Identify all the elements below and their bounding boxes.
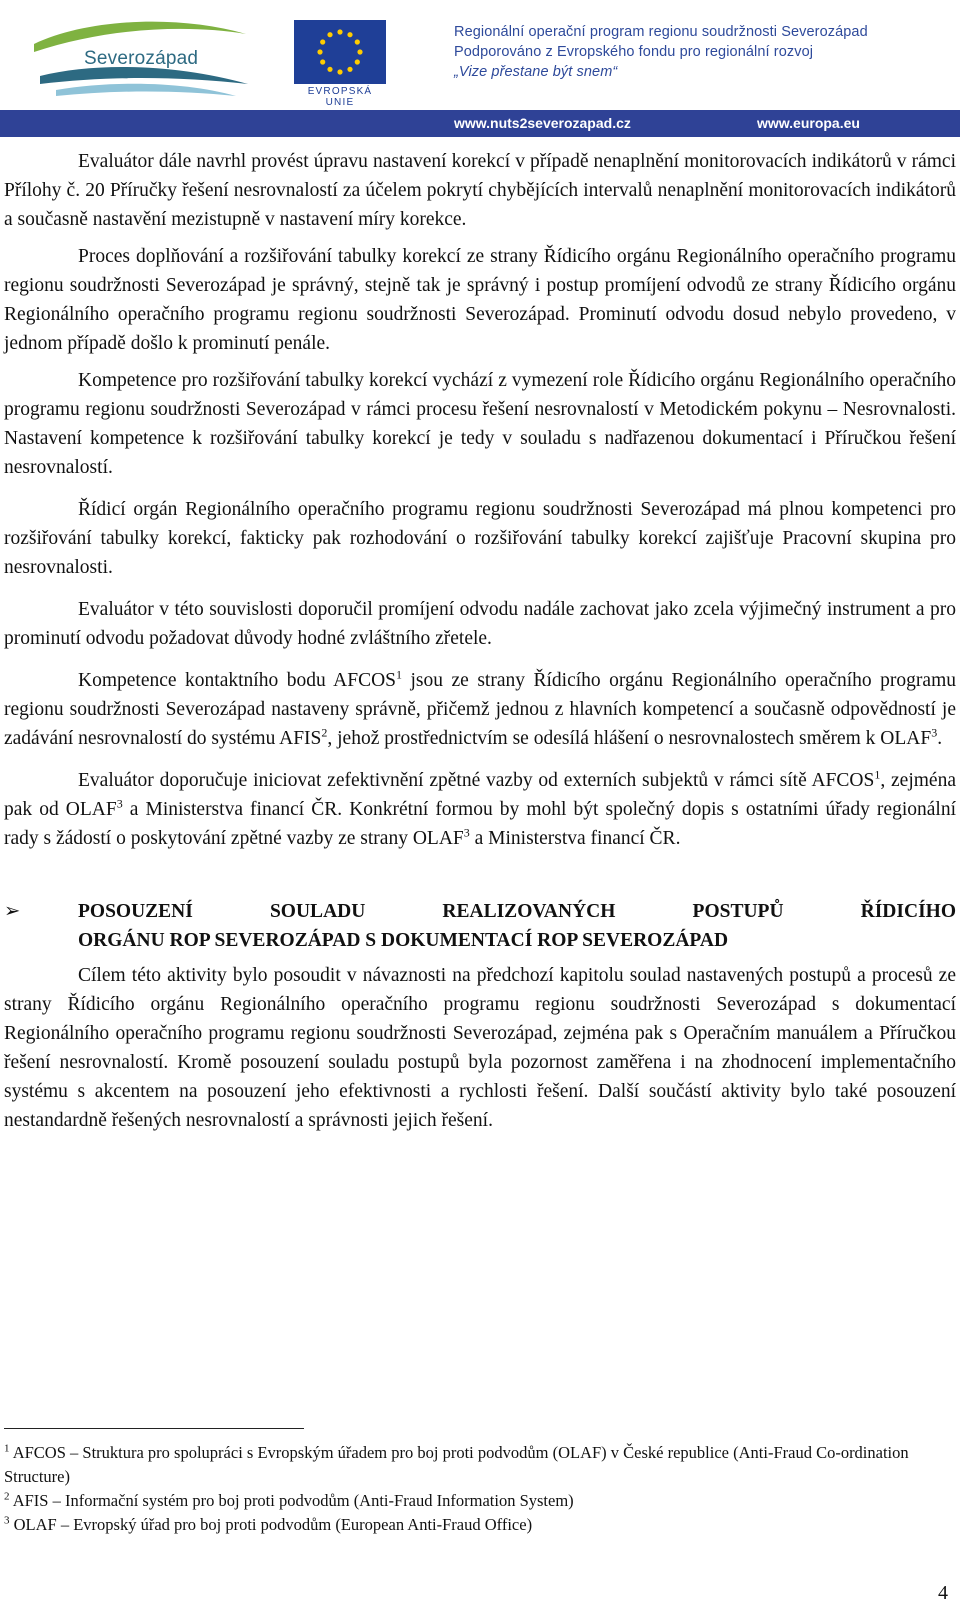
footnote-ref-3[interactable]: 3 [116, 796, 123, 811]
footnote-text: AFCOS – Struktura pro spolupráci s Evropským úřadem pro boj proti podvodům (OLAF) v České republice (Anti-Fraud Co-ordination Structure) [4, 1443, 909, 1486]
footnote-ref-1[interactable]: 1 [874, 767, 881, 782]
page-number: 4 [938, 1582, 948, 1604]
footnote-2 [4, 1489, 956, 1513]
program-title: Regionální operační program regionu soudržnosti Severozápad [454, 24, 868, 40]
program-funding: Podporováno z Evropského fondu pro regionální rozvoj [454, 44, 814, 60]
logo-text: Severozápad [84, 48, 199, 69]
section-body: Cílem této aktivity bylo posoudit v návaznosti na předchozí kapitolu soulad nastavených postupů a procesů ze strany Řídicího orgánu Regionálního operačního programu regionu soudržnosti Severozápad s dokumentací Regionálního operačního programu regionu soudržnosti Severozápad, zejména pak s Operačním manuálem a Příručkou řešení nesrovnalostí. Kromě posouzení souladu postupů byla pozornost zaměřena i na zhodnocení implementačního systému s akcentem na posouzení jeho efektivnosti a rychlosti řešení. Další součástí aktivity bylo také posouzení nestandardně řešených nesrovnalostí a správnosti jejich řešení. [4, 965, 956, 1131]
program-motto: „Vize přestane být snem“ [454, 64, 618, 80]
document-body [4, 147, 956, 1148]
footnote-1 [4, 1441, 956, 1489]
footnote-num: 2 [4, 1490, 10, 1503]
severozapad-logo [26, 14, 256, 104]
paragraph-1: Evaluátor dále navrhl provést úpravu nastavení korekcí v případě nenaplnění monitorovacích indikátorů v rámci Přílohy č. 20 Příručky řešení nesrovnalostí za účelem pokrytí chybějících intervalů nenaplnění monitorovacích indikátorů a současně nastavění mezistupně v nastavení míry korekce. [4, 151, 956, 230]
url-europa-link[interactable]: www.europa.eu [757, 115, 860, 131]
p7-text-c: a Ministerstva financí ČR. Konkrétní formou by mohl být společný dopis s ostatními úřady regionální rady s žádostí o poskytování zpětné vazby ze strany OLAF [4, 799, 956, 849]
page-header [0, 0, 960, 138]
footnote-ref-3[interactable]: 3 [463, 825, 470, 840]
p7-text-b: , zejména pak od OLAF [4, 770, 956, 820]
footnote-text: OLAF – Evropský úřad pro boj proti podvodům (European Anti-Fraud Office) [9, 1515, 533, 1534]
p6-text-a: Kompetence kontaktního bodu AFCOS [78, 670, 396, 691]
section-title-line-2: ORGÁNU ROP SEVEROZÁPAD S DOKUMENTACÍ ROP SEVEROZÁPAD [78, 930, 729, 951]
footnote-3 [4, 1513, 956, 1537]
footnote-text: AFIS – Informační systém pro boj proti podvodům (Anti-Fraud Information System) [9, 1491, 574, 1510]
footnote-num: 1 [4, 1442, 10, 1455]
p6-text-d: . [937, 728, 943, 749]
eu-label: EVROPSKÁ UNIE [307, 86, 373, 108]
url-nuts2-link[interactable]: www.nuts2severozapad.cz [454, 115, 631, 131]
paragraph-7 [4, 766, 956, 853]
arrow-bullet-icon: ➢ [4, 901, 21, 922]
paragraph-3: Kompetence pro rozšiřování tabulky korekcí vychází z vymezení role Řídicího orgánu Regionálního operačního programu regionu soudržnosti Severozápad v rámci procesu řešení nesrovnalostí v Metodickém pokynu – Nesrovnalosti. Nastavení kompetence k rozšiřování tabulky korekcí je tedy v souladu s nadřazenou dokumentací i Příručkou řešení nesrovnalostí. [4, 370, 956, 478]
p6-text-c: , jehož prostřednictvím se odesílá hlášení o nesrovnalostech směrem k OLAF [327, 728, 932, 749]
header-url-bar [0, 110, 960, 137]
p6-text-b: jsou ze strany Řídicího orgánu Regionálního operačního programu regionu soudržnosti Severozápad nastaveny správně, přičemž jednou z hlavních kompetencí a současně odpovědností je zadávání nesrovnalostí do systému AFIS [4, 670, 956, 749]
eu-flag-icon [294, 20, 386, 84]
paragraph-4: Řídicí orgán Regionálního operačního programu regionu soudržnosti Severozápad má plnou kompetenci pro rozšiřování tabulky korekcí, fakticky pak rozhodování o rozšiřování tabulky korekcí zajišťuje Pracovní skupina pro nesrovnalosti. [4, 499, 956, 578]
footnote-ref-3[interactable]: 3 [931, 725, 938, 740]
paragraph-6 [4, 666, 956, 753]
footnote-num: 3 [4, 1514, 10, 1527]
p7-text-d: a Ministerstva financí ČR. [469, 828, 681, 849]
section-heading [4, 897, 956, 955]
footnotes [4, 1428, 956, 1537]
footnote-ref-1[interactable]: 1 [396, 667, 402, 682]
program-info [454, 22, 868, 82]
footnote-ref-2[interactable]: 2 [321, 725, 328, 740]
footnote-divider [4, 1428, 304, 1429]
p7-text-a: Evaluátor doporučuje iniciovat zefektivnění zpětné vazby od externích subjektů v rámci sítě AFCOS [78, 770, 875, 791]
section-title-line-1: POSOUZENÍ SOULADU REALIZOVANÝCH POSTUPŮ ŘÍDICÍHO [78, 901, 956, 922]
paragraph-5: Evaluátor v této souvislosti doporučil promíjení odvodu nadále zachovat jako zcela výjimečný instrument a pro prominutí odvodu požadovat důvody hodné zvláštního zřetele. [4, 599, 956, 649]
paragraph-2: Proces doplňování a rozšiřování tabulky korekcí ze strany Řídicího orgánu Regionálního operačního programu regionu soudržnosti Severozápad je správný, stejně tak je správný i postup promíjení odvodů ze strany Řídicího orgánu Regionálního operačního programu regionu soudržnosti Severozápad. Prominutí odvodu dosud nebylo provedeno, v jednom případě došlo k prominutí penále. [4, 246, 956, 354]
